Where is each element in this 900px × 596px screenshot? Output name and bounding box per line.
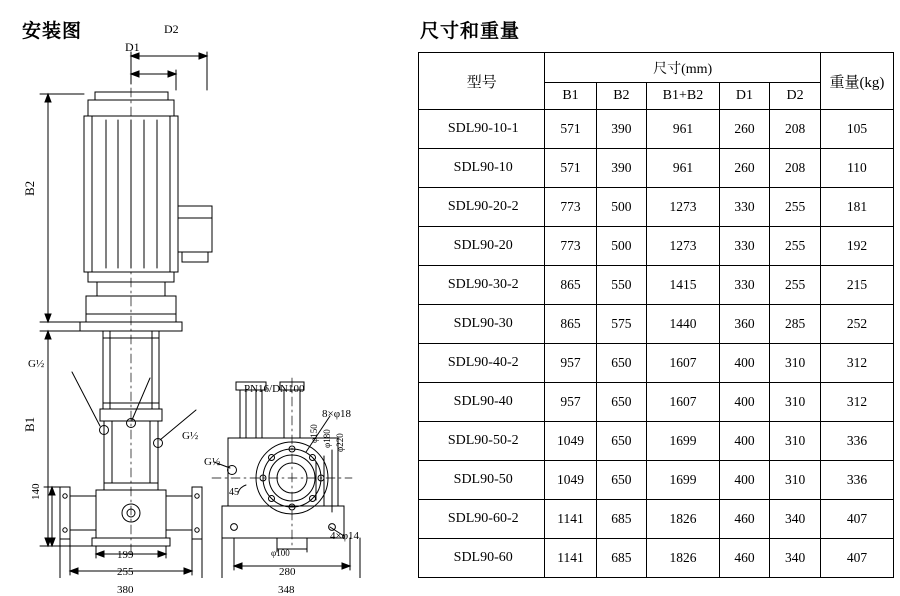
header-model: 型号 [419, 53, 545, 110]
cell-weight: 252 [820, 305, 893, 344]
label-255: 255 [117, 566, 134, 578]
cell-d2: 208 [770, 149, 821, 188]
label-45: 45 [229, 487, 239, 498]
pump-installation-drawing [0, 38, 410, 578]
label-380: 380 [117, 584, 134, 596]
cell-b1-plus-b2: 1273 [647, 227, 719, 266]
cell-b1-plus-b2: 1440 [647, 305, 719, 344]
label-d1: D1 [125, 40, 140, 54]
cell-b1: 773 [545, 188, 596, 227]
label-flange-spec: PN16/DN100 [244, 383, 305, 395]
cell-b1-plus-b2: 1699 [647, 461, 719, 500]
cell-b1: 865 [545, 305, 596, 344]
cell-d1: 400 [719, 461, 770, 500]
cell-b1: 1141 [545, 539, 596, 578]
table-head [419, 53, 894, 110]
table-row [419, 461, 894, 500]
cell-b1: 957 [545, 383, 596, 422]
cell-weight: 336 [820, 422, 893, 461]
cell-b1: 957 [545, 344, 596, 383]
cell-b2: 685 [596, 539, 647, 578]
cell-d1: 400 [719, 383, 770, 422]
label-g-half-3: G½ [204, 456, 221, 468]
cell-b1: 571 [545, 149, 596, 188]
cell-model: SDL90-50-2 [419, 422, 545, 461]
cell-b1-plus-b2: 1607 [647, 383, 719, 422]
label-g-half-2: G½ [182, 430, 199, 442]
cell-b2: 500 [596, 227, 647, 266]
table-row [419, 539, 894, 578]
cell-model: SDL90-60-2 [419, 500, 545, 539]
cell-d2: 310 [770, 461, 821, 500]
table-row [419, 110, 894, 149]
dimensions-table-wrap [418, 52, 894, 578]
table-row [419, 149, 894, 188]
label-d2: D2 [164, 22, 179, 36]
label-140: 140 [30, 483, 42, 500]
table-row [419, 344, 894, 383]
cell-d1: 400 [719, 344, 770, 383]
cell-model: SDL90-30-2 [419, 266, 545, 305]
table-row [419, 227, 894, 266]
cell-weight: 215 [820, 266, 893, 305]
header-b1: B1 [545, 83, 596, 110]
cell-d1: 460 [719, 500, 770, 539]
cell-b1-plus-b2: 1826 [647, 500, 719, 539]
cell-d2: 255 [770, 227, 821, 266]
table-row [419, 383, 894, 422]
cell-model: SDL90-20-2 [419, 188, 545, 227]
header-b2: B2 [596, 83, 647, 110]
cell-b1: 1141 [545, 500, 596, 539]
cell-weight: 105 [820, 110, 893, 149]
cell-weight: 312 [820, 383, 893, 422]
cell-b1: 865 [545, 266, 596, 305]
label-b1: B1 [22, 416, 37, 432]
cell-weight: 110 [820, 149, 893, 188]
cell-b1-plus-b2: 1607 [647, 344, 719, 383]
cell-b1-plus-b2: 1415 [647, 266, 719, 305]
cell-d1: 400 [719, 422, 770, 461]
cell-d1: 360 [719, 305, 770, 344]
header-d2: D2 [770, 83, 821, 110]
label-280: 280 [279, 566, 296, 578]
dimensions-weight-table [418, 52, 894, 578]
cell-b2: 650 [596, 344, 647, 383]
label-phi180: φ180 [322, 429, 332, 448]
cell-model: SDL90-60 [419, 539, 545, 578]
header-b1-plus-b2: B1+B2 [647, 83, 719, 110]
cell-model: SDL90-50 [419, 461, 545, 500]
cell-b2: 685 [596, 500, 647, 539]
cell-b1-plus-b2: 1273 [647, 188, 719, 227]
cell-b1-plus-b2: 961 [647, 149, 719, 188]
installation-drawing-panel [0, 0, 410, 596]
cell-model: SDL90-20 [419, 227, 545, 266]
cell-weight: 407 [820, 500, 893, 539]
cell-d2: 310 [770, 422, 821, 461]
cell-d2: 310 [770, 344, 821, 383]
cell-d1: 330 [719, 227, 770, 266]
cell-model: SDL90-10 [419, 149, 545, 188]
cell-d2: 340 [770, 500, 821, 539]
label-199: 199 [117, 549, 134, 561]
cell-b2: 390 [596, 149, 647, 188]
cell-d2: 255 [770, 266, 821, 305]
label-bolts-8: 8×φ18 [322, 408, 352, 420]
cell-d1: 260 [719, 149, 770, 188]
cell-weight: 407 [820, 539, 893, 578]
cell-b2: 500 [596, 188, 647, 227]
cell-b2: 575 [596, 305, 647, 344]
cell-d2: 340 [770, 539, 821, 578]
cell-d1: 330 [719, 188, 770, 227]
cell-b2: 650 [596, 383, 647, 422]
label-phi100: φ100 [271, 548, 290, 558]
cell-model: SDL90-30 [419, 305, 545, 344]
cell-b1: 571 [545, 110, 596, 149]
cell-b1-plus-b2: 1699 [647, 422, 719, 461]
cell-weight: 192 [820, 227, 893, 266]
label-phi220: φ220 [335, 433, 345, 452]
cell-d2: 255 [770, 188, 821, 227]
header-d1: D1 [719, 83, 770, 110]
table-row [419, 266, 894, 305]
header-weight: 重量(kg) [820, 53, 893, 110]
cell-d1: 460 [719, 539, 770, 578]
cell-b1-plus-b2: 1826 [647, 539, 719, 578]
cell-b1-plus-b2: 961 [647, 110, 719, 149]
label-phi150: φ150 [309, 424, 319, 443]
cell-model: SDL90-10-1 [419, 110, 545, 149]
cell-model: SDL90-40-2 [419, 344, 545, 383]
cell-weight: 312 [820, 344, 893, 383]
label-348: 348 [278, 584, 295, 596]
label-g-half-1: G½ [28, 358, 45, 370]
cell-weight: 336 [820, 461, 893, 500]
cell-weight: 181 [820, 188, 893, 227]
label-b2: B2 [22, 180, 37, 196]
label-bolts-4: 4×φ14 [330, 530, 360, 542]
cell-d1: 260 [719, 110, 770, 149]
cell-b2: 650 [596, 461, 647, 500]
table-row [419, 305, 894, 344]
cell-b1: 1049 [545, 461, 596, 500]
table-row [419, 188, 894, 227]
cell-b1: 1049 [545, 422, 596, 461]
cell-model: SDL90-40 [419, 383, 545, 422]
table-row [419, 500, 894, 539]
header-dims-group: 尺寸(mm) [545, 53, 820, 83]
cell-d1: 330 [719, 266, 770, 305]
table-row [419, 422, 894, 461]
installation-drawing-title: 安装图 [22, 20, 83, 42]
cell-b2: 550 [596, 266, 647, 305]
cell-b1: 773 [545, 227, 596, 266]
cell-d2: 285 [770, 305, 821, 344]
dimensions-weight-title: 尺寸和重量 [420, 20, 521, 42]
dimensions-weight-panel [415, 0, 900, 580]
cell-d2: 310 [770, 383, 821, 422]
cell-d2: 208 [770, 110, 821, 149]
table-header-row-1 [419, 53, 894, 83]
table-body [419, 110, 894, 578]
cell-b2: 390 [596, 110, 647, 149]
cell-b2: 650 [596, 422, 647, 461]
